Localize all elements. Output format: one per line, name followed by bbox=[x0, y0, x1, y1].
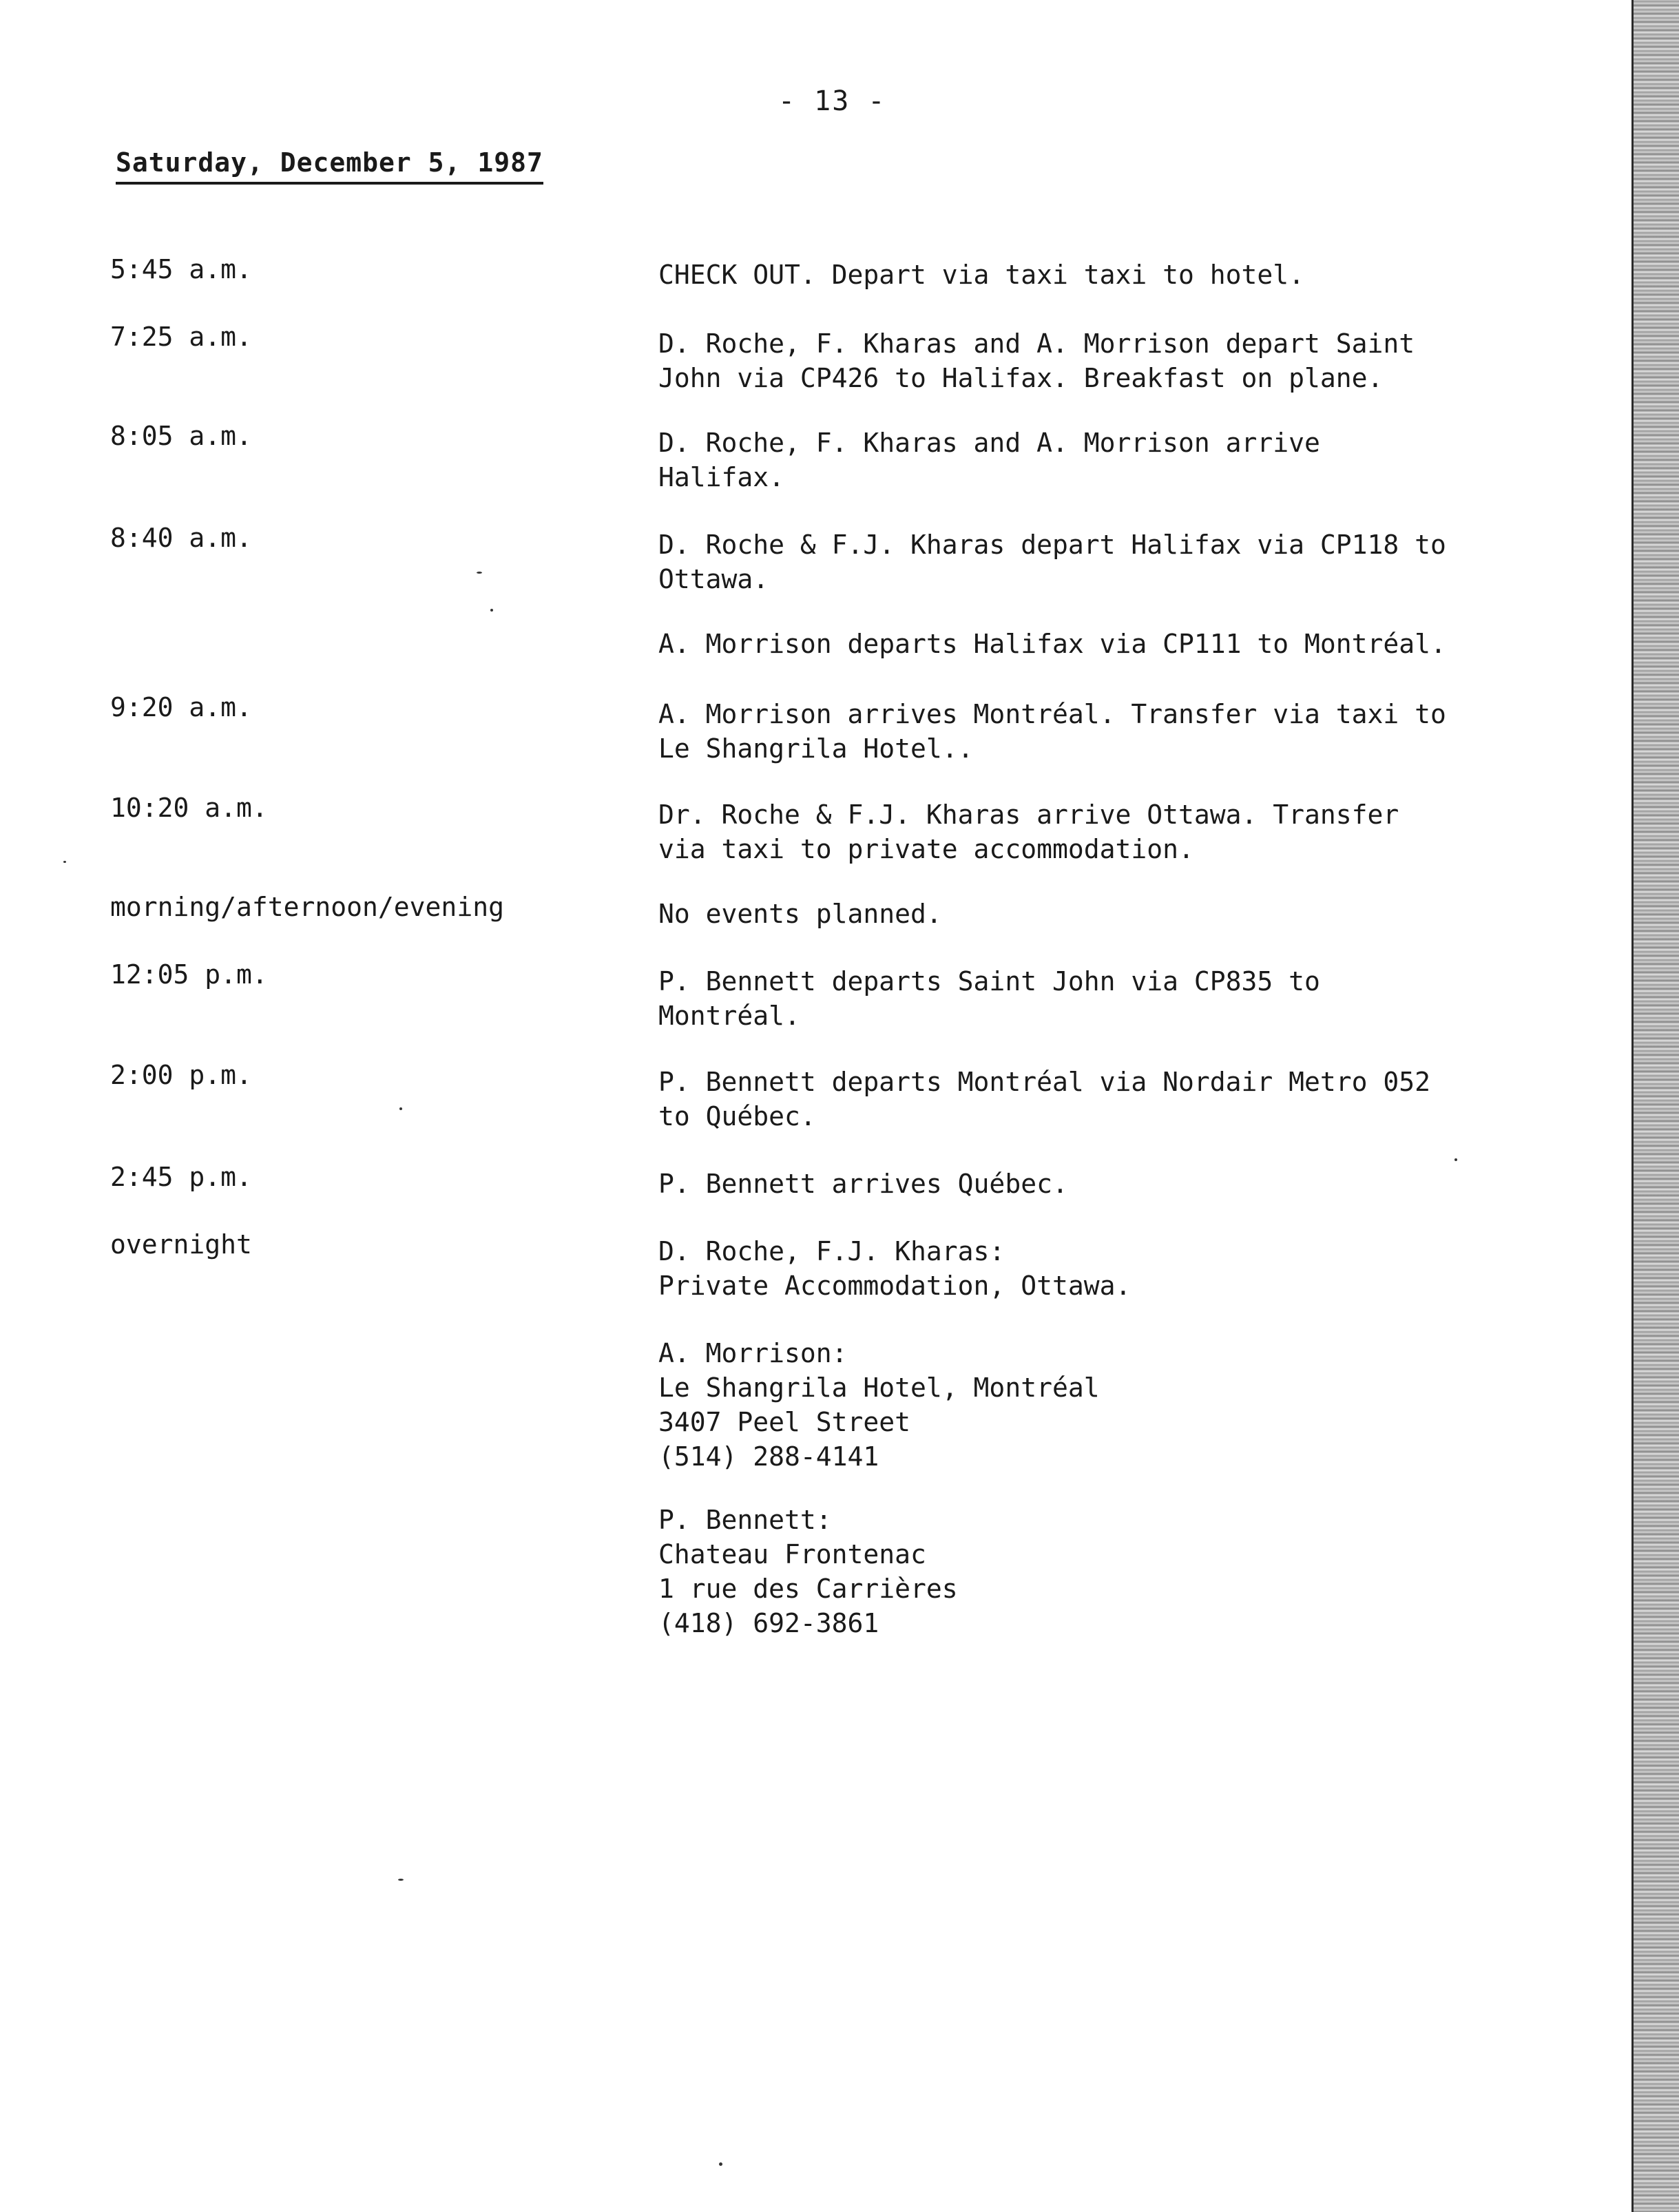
entry-time: 9:20 a.m. bbox=[110, 692, 252, 722]
entry-description: P. Bennett: Chateau Frontenac 1 rue des Carrières (418) 692-3861 bbox=[658, 1505, 958, 1638]
entry-description: D. Roche, F.J. Kharas: Private Accommodation, Ottawa. bbox=[658, 1236, 1132, 1301]
page-number: - 13 - bbox=[778, 85, 886, 117]
scan-edge bbox=[1634, 0, 1679, 2212]
entry-description: Dr. Roche & F.J. Kharas arrive Ottawa. Transfer via taxi to private accommodation. bbox=[658, 800, 1399, 864]
scan-speck bbox=[398, 1879, 404, 1881]
entry-description: D. Roche & F.J. Kharas depart Halifax via CP118 to Ottawa. bbox=[658, 530, 1446, 594]
entry-description: CHECK OUT. Depart via taxi taxi to hotel. bbox=[658, 260, 1304, 290]
entry-time: 10:20 a.m. bbox=[110, 793, 268, 823]
scan-speck bbox=[399, 1107, 402, 1110]
entry-time: 2:00 p.m. bbox=[110, 1060, 252, 1090]
entry-time: 12:05 p.m. bbox=[110, 959, 268, 990]
scan-speck bbox=[490, 609, 493, 612]
entry-description: A. Morrison departs Halifax via CP111 to Montréal. bbox=[658, 629, 1446, 659]
scan-speck bbox=[1454, 1158, 1457, 1161]
scan-speck bbox=[719, 2162, 722, 2166]
entry-time: 7:25 a.m. bbox=[110, 322, 252, 352]
entry-time: overnight bbox=[110, 1229, 252, 1260]
entry-description: A. Morrison arrives Montréal. Transfer via taxi to Le Shangrila Hotel.. bbox=[658, 699, 1446, 764]
entry-time: morning/afternoon/evening bbox=[110, 892, 504, 922]
entry-description: A. Morrison: Le Shangrila Hotel, Montréal 3407 Peel Street (514) 288-4141 bbox=[658, 1338, 1100, 1472]
entry-description: P. Bennett arrives Québec. bbox=[658, 1169, 1068, 1199]
entry-description: P. Bennett departs Montréal via Nordair Metro 052 to Québec. bbox=[658, 1067, 1431, 1131]
entry-time: 2:45 p.m. bbox=[110, 1162, 252, 1192]
scan-speck bbox=[63, 861, 66, 863]
entry-description: No events planned. bbox=[658, 899, 942, 929]
entry-description: D. Roche, F. Kharas and A. Morrison depart Saint John via CP426 to Halifax. Breakfast on plane. bbox=[658, 328, 1415, 393]
entry-time: 8:40 a.m. bbox=[110, 523, 252, 553]
entry-time: 5:45 a.m. bbox=[110, 254, 252, 284]
entry-time: 8:05 a.m. bbox=[110, 421, 252, 451]
date-heading: Saturday, December 5, 1987 bbox=[116, 147, 543, 185]
scan-speck bbox=[477, 572, 482, 574]
entry-description: D. Roche, F. Kharas and A. Morrison arrive Halifax. bbox=[658, 428, 1320, 492]
entry-description: P. Bennett departs Saint John via CP835 to Montréal. bbox=[658, 966, 1320, 1031]
